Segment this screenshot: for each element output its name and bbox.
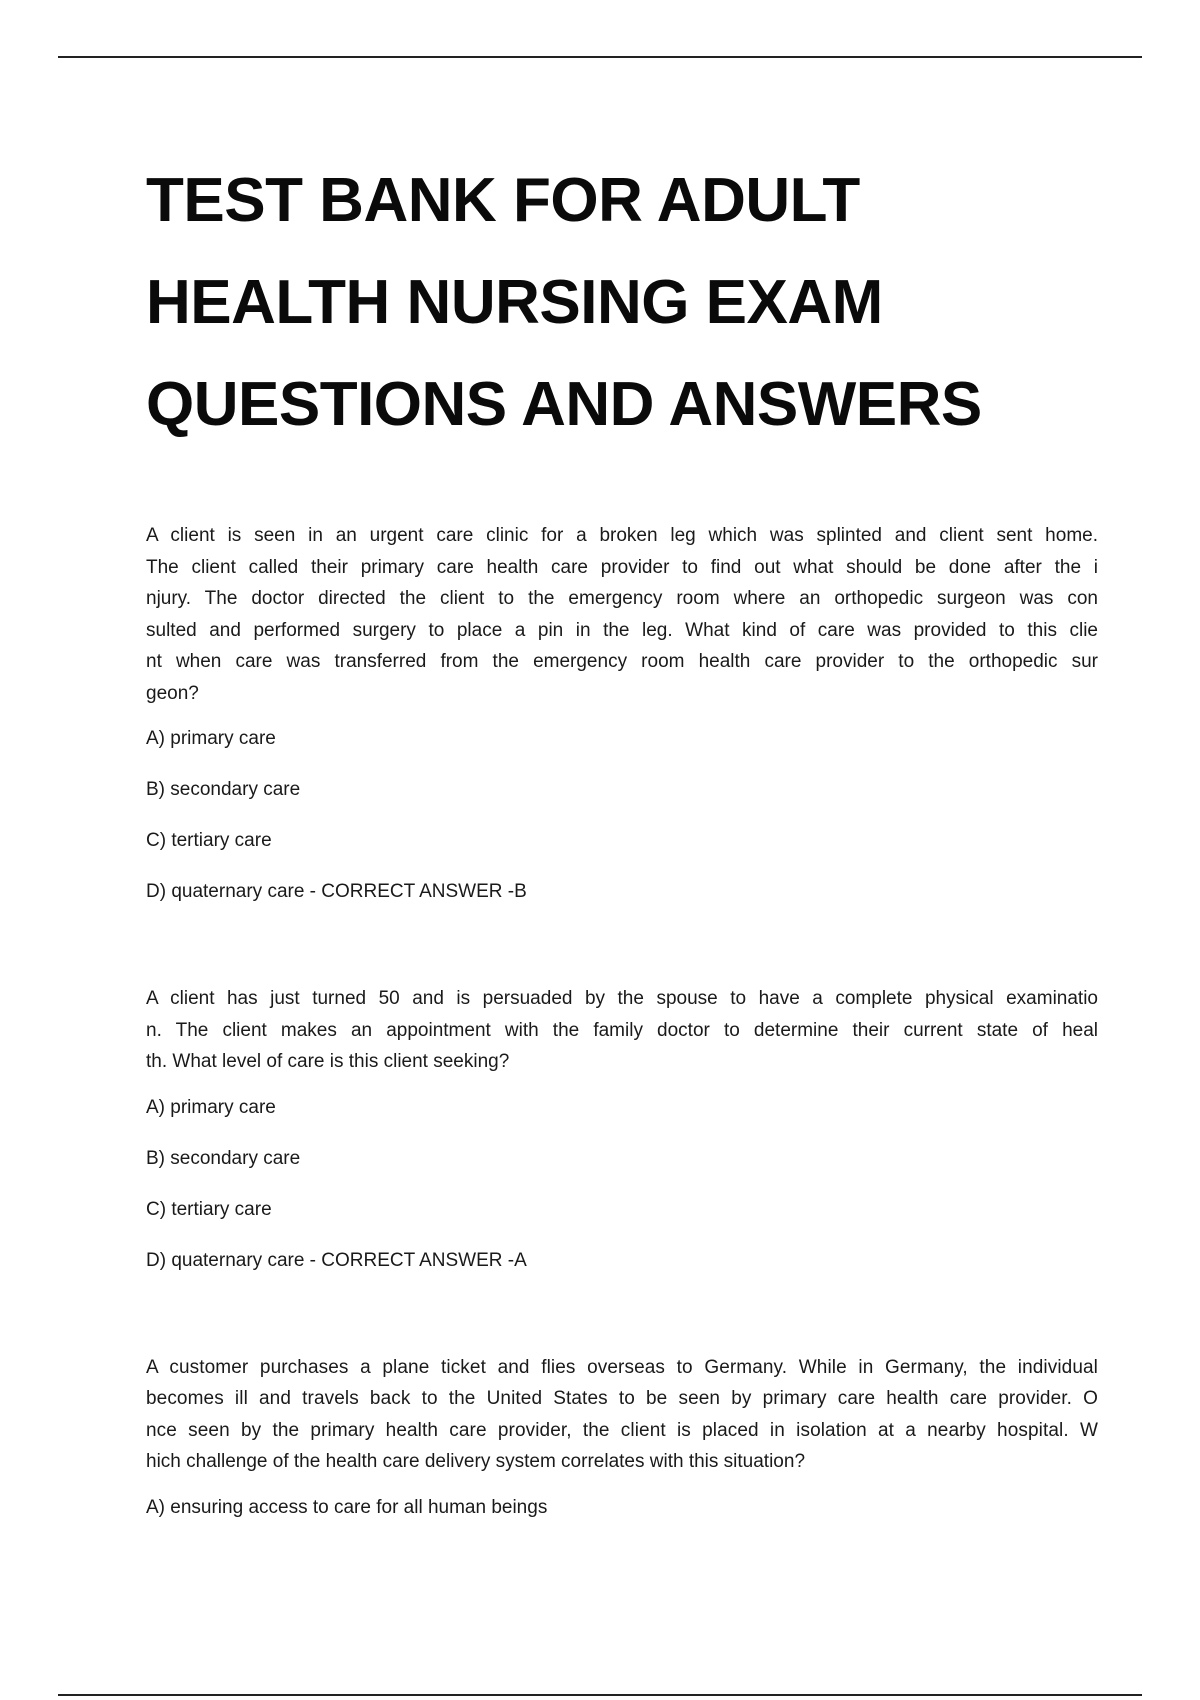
question-3 [146,1352,1098,1521]
answer-option-with-key: D) quaternary care - CORRECT ANSWER -B [146,881,527,902]
answer-option: C) tertiary care [146,1198,272,1220]
answer-option: A) primary care [146,728,276,749]
question-line: A customer purchases a plane ticket and flies overseas to Germany. While in Germany, the individual [146,1356,1098,1378]
question-line: nce seen by the primary health care provider, the client is placed in isolation at a nearby hospital. W [146,1419,1098,1441]
question-text [146,520,1098,709]
answer-option-with-key: D) quaternary care - CORRECT ANSWER -A [146,1249,527,1271]
question-1 [146,520,1098,905]
question-spacer [146,1298,1098,1352]
question-line: A client is seen in an urgent care clinic for a broken leg which was splinted and client sent home. [146,525,1098,546]
question-text [146,983,1098,1078]
answer-option: B) secondary care [146,779,301,800]
top-divider [58,56,1142,58]
question-line: th. What level of care is this client seeking? [146,1051,510,1072]
document-title [146,150,1106,456]
question-line: geon? [146,682,199,704]
questions-container [146,520,1098,1545]
question-spacer [146,929,1098,983]
question-line: hich challenge of the health care delivery system correlates with this situation? [146,1451,806,1472]
title-line: TEST BANK FOR ADULT [146,166,860,235]
bottom-divider [58,1694,1142,1696]
title-line: QUESTIONS AND ANSWERS [146,370,982,439]
question-2 [146,983,1098,1274]
question-text [146,1352,1098,1478]
question-line: becomes ill and travels back to the United States to be seen by primary care health care provider. O [146,1388,1098,1409]
question-line: nt when care was transferred from the emergency room health care provider to the orthopedic sur [146,651,1098,672]
question-line: sulted and performed surgery to place a pin in the leg. What kind of care was provided to this clie [146,619,1098,641]
answer-option: A) primary care [146,1096,276,1118]
answer-option: B) secondary care [146,1147,301,1169]
answer-option: C) tertiary care [146,830,272,851]
answer-option: A) ensuring access to care for all human beings [146,1496,548,1518]
title-line: HEALTH NURSING EXAM [146,268,883,337]
question-line: The client called their primary care health care provider to find out what should be done after the i [146,556,1098,578]
question-line: njury. The doctor directed the client to the emergency room where an orthopedic surgeon was con [146,588,1098,609]
question-line: A client has just turned 50 and is persuaded by the spouse to have a complete physical examinatio [146,988,1098,1009]
question-line: n. The client makes an appointment with the family doctor to determine their current state of heal [146,1019,1098,1041]
